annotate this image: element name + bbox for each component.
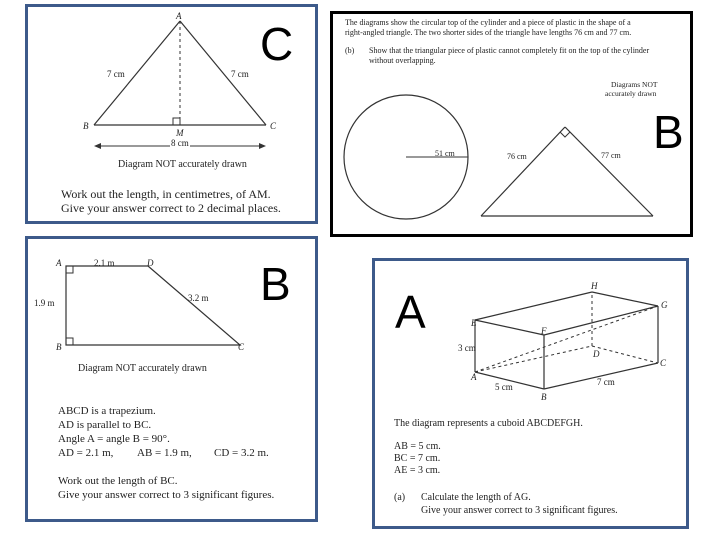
vertex-label-d: D xyxy=(147,258,154,268)
fact-ab: AB = 1.9 m, xyxy=(137,447,192,459)
height-label: 3 cm xyxy=(458,343,476,353)
length-label: 7 cm xyxy=(597,377,615,387)
grade-label: B xyxy=(260,258,291,310)
intro-line-2: right-angled triangle. The two shorter sides of the triangle have lengths 76 cm and 77 cm. xyxy=(345,28,632,37)
vertex-label-h: H xyxy=(591,281,598,291)
triangle-side-1-label: 76 cm xyxy=(507,152,527,161)
side-label-left: 7 cm xyxy=(107,69,125,79)
measure-ae: AE = 3 cm. xyxy=(394,465,441,476)
radius-label: 51 cm xyxy=(435,149,455,158)
question-line-1: Calculate the length of AG. xyxy=(421,492,531,503)
diagram-note-1: Diagrams NOT xyxy=(611,80,658,89)
intro-line: The diagram represents a cuboid ABCDEFGH. xyxy=(394,418,583,429)
vertex-label-c: C xyxy=(238,342,245,352)
vertex-label-a: A xyxy=(176,11,182,21)
measure-bc: BC = 7 cm. xyxy=(394,453,441,464)
question-card-triangle xyxy=(25,4,318,224)
vertex-label-b: B xyxy=(541,392,547,402)
fact-line-1: ABCD is a trapezium. xyxy=(58,405,156,417)
question-line-2: Give your answer correct to 3 significant figures. xyxy=(421,505,618,516)
intro-line-1: The diagrams show the circular top of the cylinder and a piece of plastic in the shape of a xyxy=(345,18,631,27)
vertex-label-g: G xyxy=(661,300,668,310)
fact-cd: CD = 3.2 m. xyxy=(214,447,269,459)
vertex-label-c: C xyxy=(270,121,277,131)
diagram-caption: Diagram NOT accurately drawn xyxy=(118,159,247,170)
side-label-right: 7 cm xyxy=(231,69,249,79)
question-line-2: Give your answer correct to 3 significant figures. xyxy=(58,489,275,501)
question-line-1: Work out the length, in centimetres, of AM. xyxy=(61,187,271,201)
vertex-label-b: B xyxy=(83,121,89,131)
slant-side-label: 3.2 m xyxy=(188,293,209,303)
vertex-label-c: C xyxy=(660,358,667,368)
base-label: 8 cm xyxy=(171,138,189,148)
question-line-2: without overlapping. xyxy=(369,56,436,65)
triangle-side-2-label: 77 cm xyxy=(601,151,621,160)
vertex-label-d: D xyxy=(593,349,600,359)
grade-label: B xyxy=(653,106,684,158)
vertex-label-e: E xyxy=(471,318,477,328)
vertex-label-a: A xyxy=(56,258,62,268)
vertex-label-f: F xyxy=(541,326,547,336)
left-side-label: 1.9 m xyxy=(34,298,55,308)
question-line-1: Work out the length of BC. xyxy=(58,475,178,487)
part-label: (a) xyxy=(394,492,406,503)
width-label: 5 cm xyxy=(495,382,513,392)
diagram-note-2: accurately drawn xyxy=(605,89,657,98)
vertex-label-a: A xyxy=(471,372,477,382)
question-line-1: Show that the triangular piece of plastic cannot completely fit on the top of the cylinder xyxy=(369,46,650,55)
grade-label: C xyxy=(260,18,294,70)
question-card-cuboid xyxy=(372,258,689,529)
vertex-label-b: B xyxy=(56,342,62,352)
part-label: (b) xyxy=(345,46,355,55)
measure-ab: AB = 5 cm. xyxy=(394,441,441,452)
fact-ad: AD = 2.1 m, xyxy=(58,447,114,459)
diagram-caption: Diagram NOT accurately drawn xyxy=(78,363,207,374)
fact-line-3: Angle A = angle B = 90°. xyxy=(58,433,170,445)
question-line-2: Give your answer correct to 2 decimal places. xyxy=(61,201,281,215)
top-side-label: 2.1 m xyxy=(94,258,115,268)
vertex-label-m: M xyxy=(176,128,184,138)
circle-and-triangle-diagram xyxy=(333,14,690,234)
fact-line-2: AD is parallel to BC. xyxy=(58,419,152,431)
question-card-cylinder xyxy=(330,11,693,237)
grade-label: A xyxy=(395,286,426,338)
question-card-trapezium xyxy=(25,236,318,522)
